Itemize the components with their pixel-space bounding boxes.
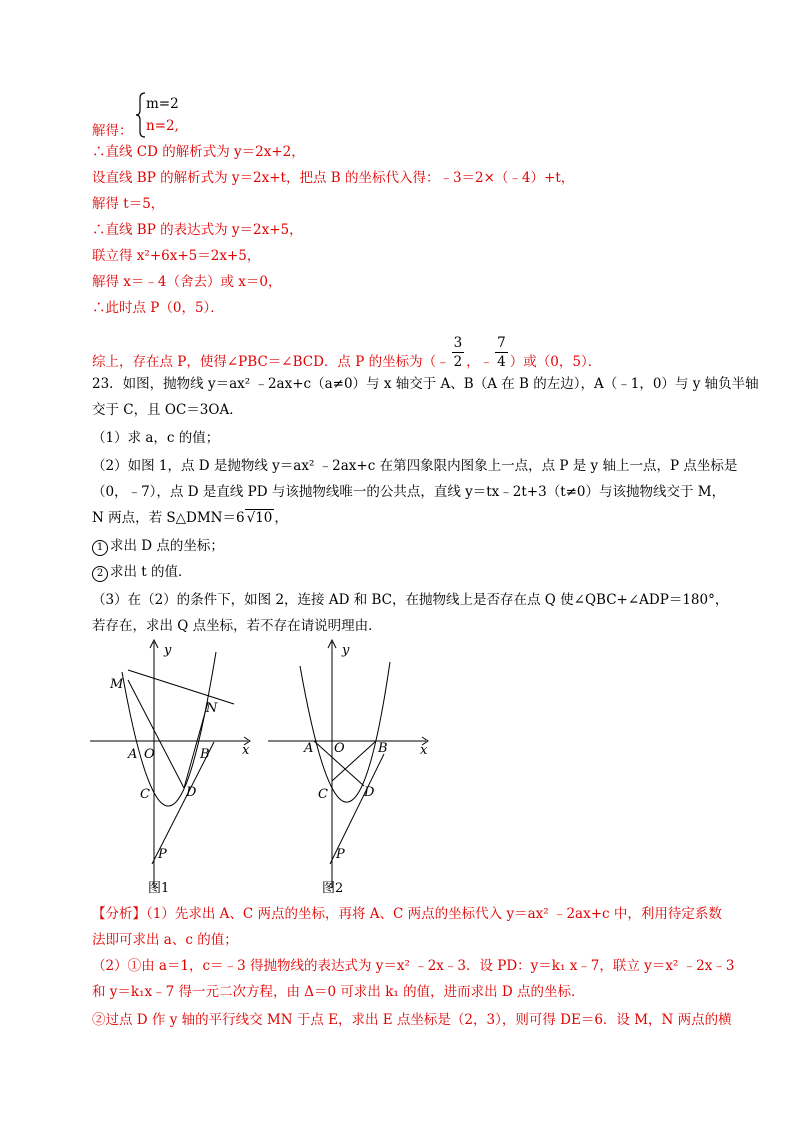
solution-line-4: ∴直线 BP 的表达式为 y＝2x+5，	[92, 222, 303, 238]
sqrt-ten: √10	[246, 510, 273, 526]
area-post: ，	[274, 510, 288, 526]
problem-line-9: （3）在（2）的条件下，如图 2，连接 AD 和 BC，在抛物线上是否存在点 Q 使∠QBC+∠ADP＝180°，	[92, 592, 729, 608]
problem-line-1: 23．如图，抛物线 y＝ax² ﹣2ax+c（a≠0）与 x 轴交于 A、B（A 在 B 的左边），A（﹣1，0）与 y 轴负半轴	[92, 376, 759, 392]
figure-2	[266, 636, 446, 900]
label-d: D	[186, 785, 197, 800]
label-b: B	[200, 747, 210, 762]
conclusion-pre: 综上，存在点 P，使得∠PBC＝∠BCD．点 P 的坐标为（﹣	[92, 354, 450, 370]
problem-line-8: 2 求出 t 的值．	[92, 562, 740, 582]
solution-line-1: ∴直线 CD 的解析式为 y＝2x+2，	[92, 144, 305, 160]
label-c: C	[318, 787, 328, 802]
analysis-line-1: 【分析】（1）先求出 A、C 两点的坐标，再将 A、C 两点的坐标代入 y＝ax² ﹣2ax+c 中，利用待定系数	[92, 906, 722, 922]
label-n: N	[206, 701, 218, 716]
system-eq2: n=2,	[146, 118, 179, 134]
fraction-2: $\frac{7}{4}$	[497, 335, 506, 370]
system-brace	[136, 92, 144, 138]
label-p: P	[336, 847, 345, 862]
brace-icon	[136, 92, 146, 138]
circled-one: 1	[92, 540, 108, 556]
line-mn	[128, 670, 234, 704]
analysis-line-2: 法即可求出 a、c 的值；	[92, 932, 238, 948]
parabola	[122, 652, 216, 806]
label-y: y	[342, 643, 350, 658]
figure-1	[88, 636, 268, 900]
problem-line-3: （1）求 a，c 的值；	[92, 430, 220, 446]
fraction-1: $\frac{3}{2}$	[453, 335, 463, 370]
label-x: x	[242, 743, 250, 758]
analysis-line-5: ②过点 D 作 y 轴的平行线交 MN 于点 E，求出 E 点坐标是（2，3），则可得 DE＝6．设 M，N 两点的横	[92, 1012, 732, 1028]
label-d: D	[364, 785, 375, 800]
conclusion-post: ）或（0，5）．	[509, 354, 602, 370]
parabola	[300, 662, 390, 802]
solution-line-2: 设直线 BP 的解析式为 y＝2x+t，把点 B 的坐标代入得：﹣3＝2×（﹣4）+t，	[92, 170, 575, 186]
problem-line-2: 交于 C，且 OC＝3OA．	[92, 402, 243, 418]
solution-line-5: 联立得 x²+6x+5＝2x+5，	[92, 248, 261, 264]
label-o: O	[334, 741, 345, 756]
label-a: A	[304, 741, 314, 756]
problem-line-5: （0，﹣7），点 D 是直线 PD 与该抛物线唯一的公共点，直线 y＝tx﹣2t+3（t≠0）与该抛物线交于 M，	[92, 484, 726, 500]
label-x: x	[420, 743, 428, 758]
label-c: C	[140, 787, 150, 802]
label-m: M	[110, 677, 124, 692]
label-p: P	[158, 847, 167, 862]
solution-line-6: 解得 x＝﹣4（舍去）或 x＝0，	[92, 274, 282, 290]
problem-line-6	[92, 508, 740, 528]
problem-line-10: 若存在，求出 Q 点坐标，若不存在请说明理由．	[92, 618, 382, 634]
system-eq1: m=2	[146, 96, 179, 112]
problem-line-7: 1 求出 D 点的坐标；	[92, 536, 740, 556]
label-y: y	[164, 643, 172, 658]
line-md	[128, 680, 184, 788]
area-pre: N 两点，若 S△DMN＝6	[92, 510, 245, 526]
circled-two: 2	[92, 566, 108, 582]
label-a: A	[128, 747, 138, 762]
label-o: O	[144, 747, 155, 762]
conclusion-mid: ，﹣	[466, 354, 494, 370]
fig2-caption: 图2	[322, 881, 344, 896]
analysis-line-3: （2）①由 a＝1，c＝﹣3 得抛物线的表达式为 y＝x² ﹣2x﹣3．设 PD：y＝k₁ x﹣7，联立 y＝x² ﹣2x﹣3	[92, 958, 735, 974]
fig1-caption: 图1	[148, 881, 170, 896]
label-b: B	[378, 741, 388, 756]
solution-line-7: ∴此时点 P（0，5）．	[92, 300, 224, 316]
jiede-label: 解得：	[92, 123, 133, 139]
solution-line-3: 解得 t＝5，	[92, 196, 165, 212]
line-nd	[184, 702, 208, 788]
analysis-line-4: 和 y＝k₁x﹣7 得一元二次方程，由 Δ＝0 可求出 k₁ 的值，进而求出 D 点的坐标．	[92, 984, 585, 1000]
problem-line-4: （2）如图 1，点 D 是抛物线 y＝ax² ﹣2ax+c 在第四象限内图象上一点，点 P 是 y 轴上一点，P 点坐标是	[92, 458, 738, 474]
